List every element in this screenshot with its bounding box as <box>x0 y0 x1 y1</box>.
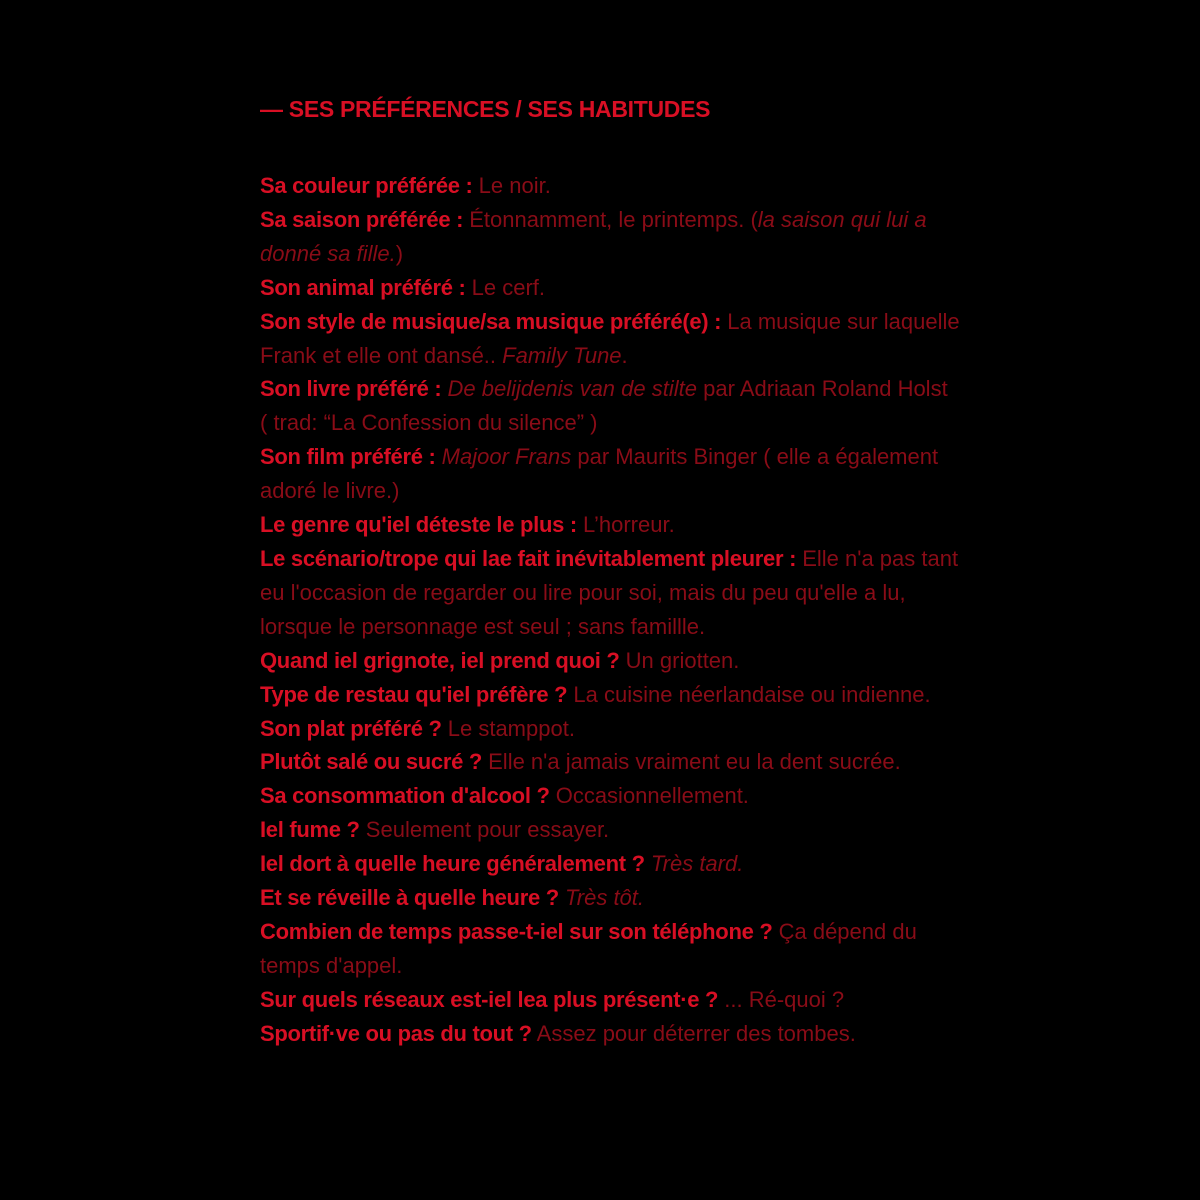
answer-text: Le stamppot. <box>441 715 575 741</box>
question-label: Le genre qu'iel déteste le plus : <box>260 512 577 538</box>
answer-text-italic: Majoor Frans <box>441 444 572 470</box>
question-label: Sa consommation d'alcool ? <box>260 783 550 809</box>
preference-entry <box>260 271 960 305</box>
question-label: Quand iel grignote, iel prend quoi ? <box>260 647 620 673</box>
question-label: Iel fume ? <box>260 817 360 843</box>
answer-text: Assez pour déterrer des tombes. <box>531 1020 856 1046</box>
preference-entry <box>260 779 960 813</box>
preference-entry <box>260 440 960 508</box>
question-label: Son film préféré : <box>260 444 436 470</box>
preference-entry <box>260 915 960 983</box>
preferences-list <box>260 169 960 1051</box>
answer-text: Un griotten. <box>619 647 740 673</box>
answer-text-italic: Très tôt. <box>564 885 645 911</box>
answer-text-italic: De belijdenis van de stilte <box>447 376 697 402</box>
preference-entry <box>260 542 960 644</box>
answer-text-italic: Très tard. <box>650 851 744 877</box>
answer-text: ) <box>395 240 404 266</box>
answer-text: ... Ré-quoi ? <box>718 986 845 1012</box>
answer-text: L’horreur. <box>576 512 675 538</box>
question-label: Combien de temps passe-t-iel sur son téléphone ? <box>260 918 773 944</box>
answer-text: La cuisine néerlandaise ou indienne. <box>567 681 931 707</box>
question-label: Sportif·ve ou pas du tout ? <box>260 1020 532 1046</box>
question-label: Iel dort à quelle heure généralement ? <box>260 851 645 877</box>
answer-text-italic: Family Tune <box>502 342 622 368</box>
answer-text-italic: la saison qui lui a donné sa fille. <box>260 206 927 266</box>
answer-text: par Maurits Binger ( elle a également adoré le livre.) <box>260 444 939 504</box>
preference-entry <box>260 881 960 915</box>
preference-entry <box>260 813 960 847</box>
question-label: Son style de musique/sa musique préféré(e) : <box>260 308 722 334</box>
preference-entry <box>260 305 960 373</box>
answer-text: Le cerf. <box>465 274 545 300</box>
preference-entry <box>260 203 960 271</box>
answer-text: par Adriaan Roland Holst ( trad: “La Confession du silence” ) <box>260 376 948 436</box>
question-label: Son animal préféré : <box>260 274 466 300</box>
preference-entry <box>260 712 960 746</box>
answer-text: La musique sur laquelle Frank et elle ont dansé.. <box>260 308 960 368</box>
answer-text: Occasionnellement. <box>549 783 749 809</box>
preference-entry <box>260 847 960 881</box>
question-label: Le scénario/trope qui lae fait inévitablement pleurer : <box>260 545 797 571</box>
answer-text: Elle n'a jamais vraiment eu la dent sucrée. <box>482 749 901 775</box>
question-label: Son plat préféré ? <box>260 715 442 741</box>
question-label: Plutôt salé ou sucré ? <box>260 749 483 775</box>
preference-entry <box>260 372 960 440</box>
question-label: Sa saison préférée : <box>260 206 464 232</box>
preference-entry <box>260 1017 960 1051</box>
answer-text: Ça dépend du temps d'appel. <box>260 918 917 978</box>
answer-text: Seulement pour essayer. <box>359 817 610 843</box>
preference-entry <box>260 678 960 712</box>
preference-entry <box>260 745 960 779</box>
answer-text: Le noir. <box>472 173 551 198</box>
question-label: Et se réveille à quelle heure ? <box>260 885 559 911</box>
answer-text: Elle n'a pas tant eu l'occasion de regarder ou lire pour soi, mais du peu qu'elle a lu, lorsque le personnage est seul ; sans famillle. <box>260 545 959 639</box>
question-label: Type de restau qu'iel préfère ? <box>260 681 568 707</box>
preference-entry <box>260 508 960 542</box>
preference-entry <box>260 169 960 203</box>
answer-text: . <box>621 342 628 368</box>
question-label: Sur quels réseaux est-iel lea plus présent·e ? <box>260 986 719 1012</box>
preference-entry <box>260 644 960 678</box>
preference-entry <box>260 983 960 1017</box>
answer-text: Étonnamment, le printemps. ( <box>463 206 758 232</box>
question-label: Son livre préféré : <box>260 376 442 402</box>
document-page <box>260 92 960 1051</box>
section-heading: — SES PRÉFÉRENCES / SES HABITUDES <box>260 96 711 122</box>
question-label: Sa couleur préférée : <box>260 173 473 198</box>
